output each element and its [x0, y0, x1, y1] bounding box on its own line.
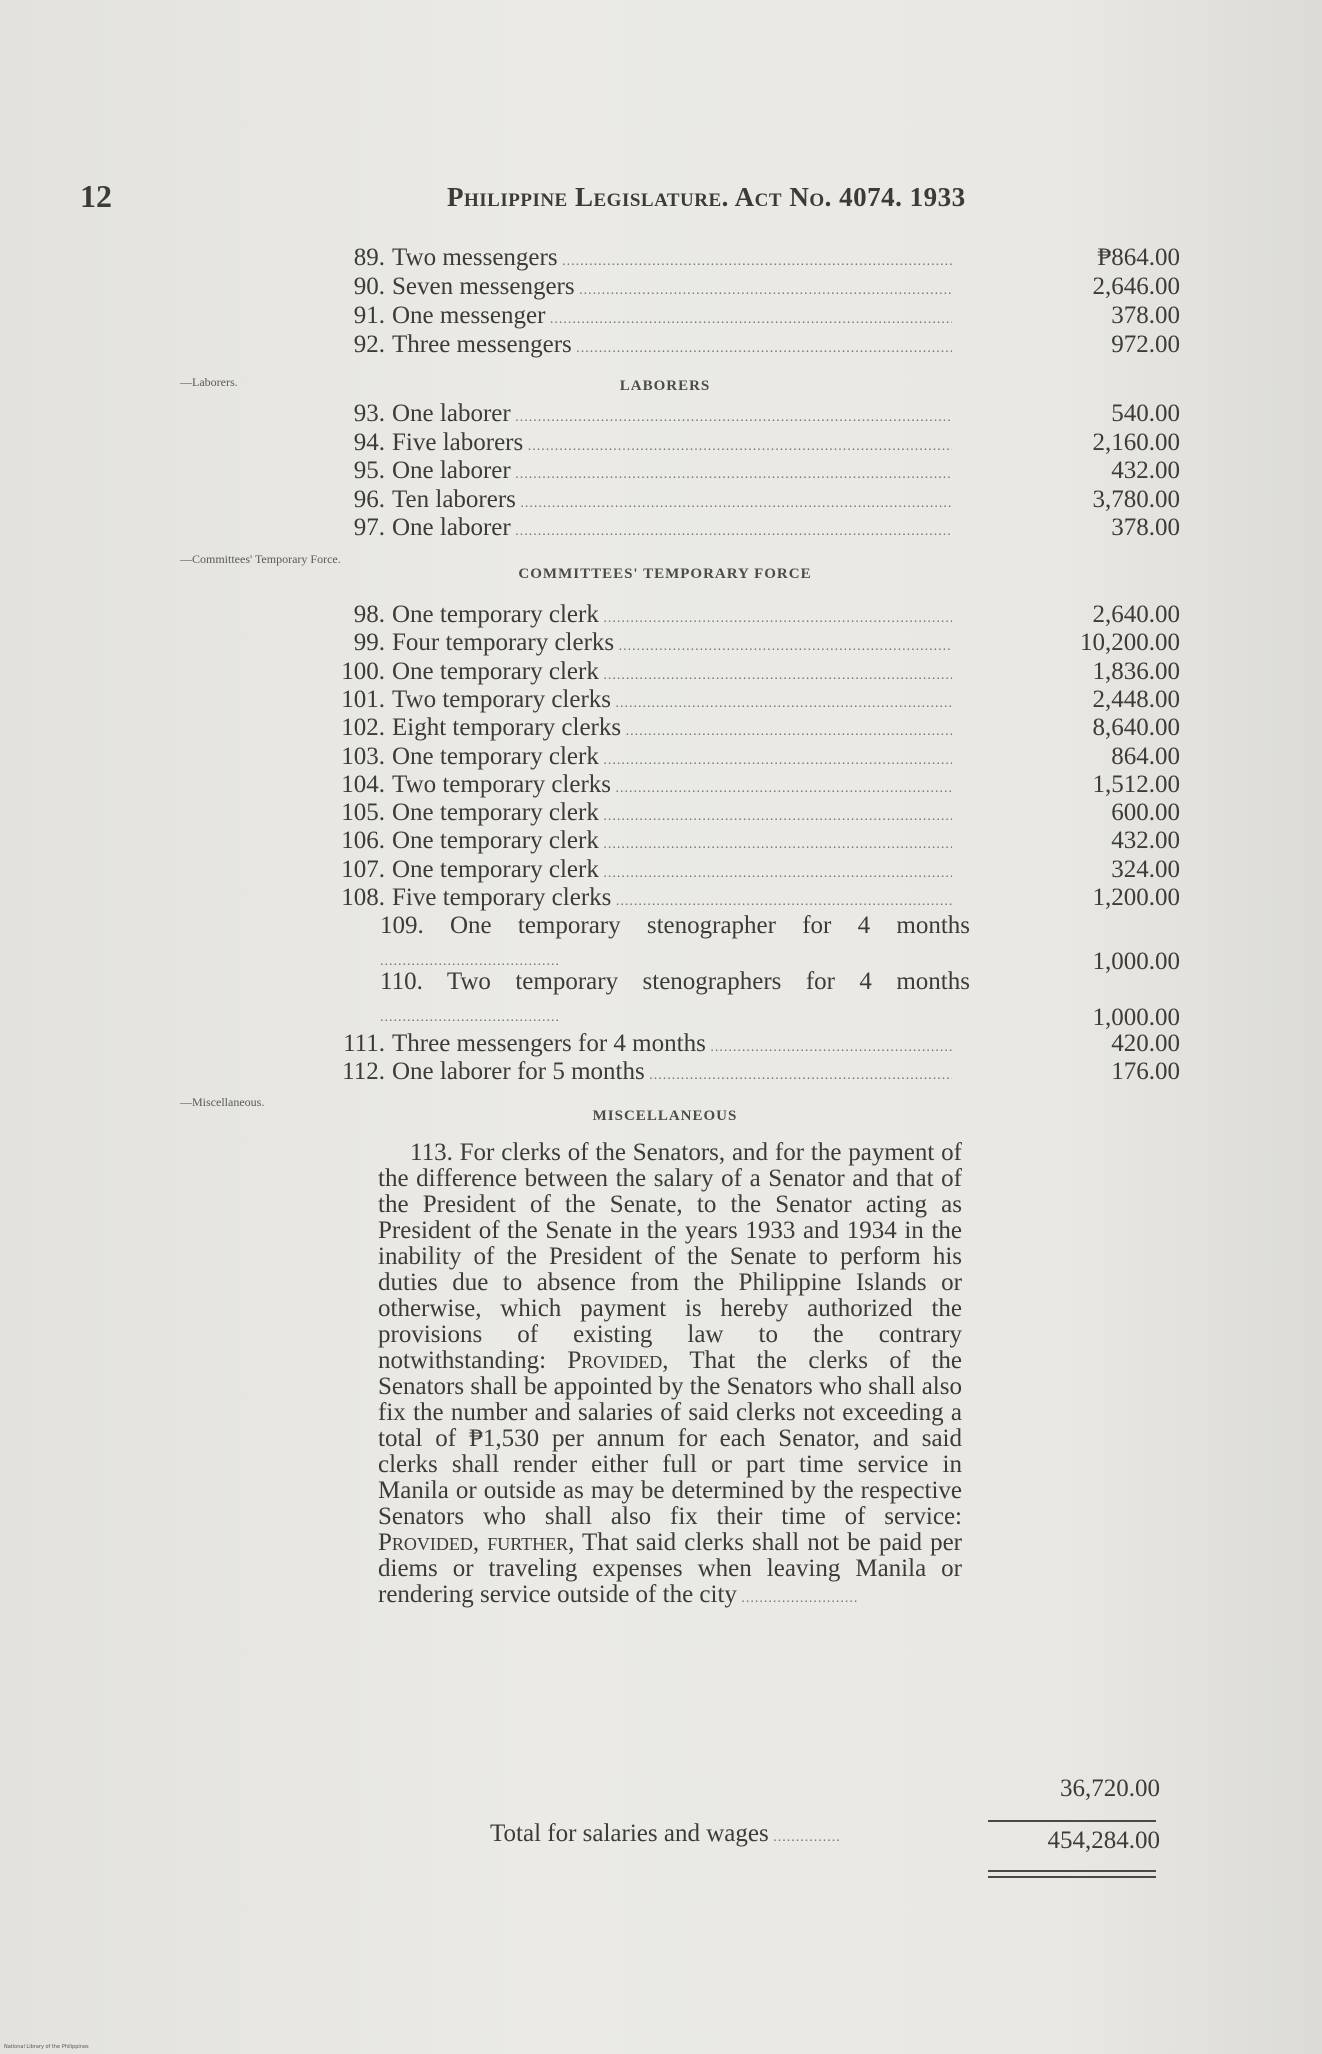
- line-item-number: 95.: [353, 457, 385, 484]
- running-head: Philippine Legislature. Act No. 4074. 1933: [447, 182, 966, 212]
- line-item: [341, 827, 1180, 855]
- line-item-label: Ten laborers .....: [392, 486, 952, 518]
- line-item-number: 111.: [343, 1030, 385, 1057]
- section-heading-laborers: LABORERS: [619, 378, 711, 394]
- line-item-number: 107.: [341, 855, 385, 883]
- total-label-text: Total for salaries and wages: [490, 1820, 769, 1847]
- line-item-label: Three messengers for 4 months .....: [392, 1030, 952, 1062]
- line-item-label: One temporary clerk .....: [392, 743, 952, 775]
- line-item-number: 92.: [353, 331, 385, 358]
- line-item-amount: 1,200.00: [1092, 884, 1180, 911]
- section-heading-misc: MISCELLANEOUS: [592, 1108, 738, 1124]
- line-item-label: One messenger .....: [392, 302, 952, 334]
- line-item-text: 110. Two temporary stenographers for 4 months: [380, 968, 970, 995]
- paragraph-provided-further: Provided, further,: [378, 1529, 575, 1556]
- line-item-label: One temporary clerk .....: [392, 601, 952, 633]
- line-item: [353, 601, 1180, 629]
- line-item: [353, 428, 1180, 457]
- line-item-amount: 600.00: [1111, 799, 1180, 827]
- line-item-label: Four temporary clerks .....: [392, 629, 952, 661]
- line-item-number: 106.: [341, 827, 385, 855]
- line-item-110: [380, 968, 1180, 1032]
- line-item-number: 108.: [341, 884, 385, 911]
- line-item-label: One temporary clerk .....: [392, 658, 952, 690]
- line-item: [341, 799, 1180, 827]
- line-item-amount: 10,200.00: [1080, 629, 1180, 657]
- line-item: [353, 485, 1180, 514]
- line-item: [342, 1058, 1180, 1086]
- line-item-label: One temporary clerk .....: [392, 799, 952, 831]
- line-item-number: 93.: [353, 400, 385, 427]
- margin-note-committees: —Committees' Temporary Force.: [180, 552, 341, 566]
- line-item: [353, 629, 1180, 657]
- paragraph-part: That the clerks of the Senators shall be appointed by the Senators who shall also fix the number and salaries of said clerks not exceeding a total of ₱1,530 per annum for each Senator, and said clerks shall render either full or part time service in Manila or outside as may be determined by the respective Senators who shall also fix their time of service:: [378, 1347, 962, 1530]
- line-item-amount: 864.00: [1111, 742, 1180, 770]
- line-item: [353, 331, 1180, 359]
- line-item: [341, 770, 1180, 799]
- line-item-amount: 2,640.00: [1092, 601, 1180, 628]
- line-item-label: One laborer .....: [392, 514, 952, 546]
- line-item: [341, 657, 1180, 686]
- line-item: [353, 457, 1180, 485]
- line-item-label: Three messengers .....: [392, 331, 952, 363]
- line-item: [353, 273, 1180, 301]
- line-item: [353, 400, 1180, 428]
- total-amount: 454,284.00: [1047, 1827, 1160, 1854]
- misc-amount: 36,720.00: [1060, 1775, 1160, 1802]
- line-item-amount: 432.00: [1111, 827, 1180, 855]
- line-item-amount: 2,160.00: [1092, 428, 1180, 456]
- line-item-label: Eight temporary clerks .....: [392, 714, 952, 746]
- line-item-label: One temporary clerk .....: [392, 827, 952, 859]
- line-item: [353, 244, 1180, 272]
- double-rule-bottom: [988, 1876, 1156, 1878]
- line-item-number: 104.: [341, 770, 385, 798]
- line-item: [343, 1030, 1180, 1058]
- total-label: [490, 1820, 841, 1848]
- line-item-amount: 378.00: [1111, 514, 1180, 541]
- line-item-number: 103.: [341, 742, 385, 770]
- line-item-amount: 176.00: [1111, 1058, 1180, 1085]
- line-item-amount: 2,448.00: [1092, 685, 1180, 713]
- line-item-amount: 1,836.00: [1092, 657, 1180, 685]
- line-item-amount: 972.00: [1111, 331, 1180, 358]
- misc-paragraph: [378, 1140, 962, 1612]
- margin-note-laborers: —Laborers.: [180, 375, 238, 389]
- paragraph-part: 113. For clerks of the Senators, and for the payment of the difference between the salary of a Senator and that of the President of the Senate, to the Senator acting as President of the Senate in the years 1933 and 1934 in the inability of the President of the Senate to perform his duties due to absence from the Philippine Islands or otherwise, which payment is hereby authorized the provisions of existing law to the contrary notwithstanding:: [378, 1139, 962, 1374]
- paragraph-provided: Provided,: [567, 1347, 669, 1374]
- line-item-label: Seven messengers .....: [392, 273, 952, 305]
- line-item-amount: 8,640.00: [1092, 714, 1180, 742]
- line-item: [341, 855, 1180, 884]
- section-heading-committees: COMMITTEES' TEMPORARY FORCE: [518, 566, 812, 582]
- paragraph-part: That said clerks shall not be paid per diems or traveling expenses when leaving Manila or rendering service outside of the city: [378, 1529, 963, 1608]
- line-item-number: 91.: [353, 302, 385, 329]
- line-item-amount: ₱864.00: [1097, 244, 1180, 271]
- line-item-amount: 1,000.00: [1092, 1004, 1180, 1031]
- line-item-109: [380, 912, 1180, 976]
- line-item-label: One laborer .....: [392, 457, 952, 489]
- footer-credit: National Library of the Philippines: [4, 2044, 89, 2050]
- line-item-number: 99.: [353, 629, 385, 657]
- page-header: [80, 178, 1172, 218]
- line-item-label: Two temporary clerks .....: [392, 771, 952, 803]
- double-rule-top: [988, 1870, 1156, 1872]
- line-item-amount: 324.00: [1111, 855, 1180, 883]
- line-item-number: 96.: [353, 485, 385, 513]
- line-item-number: 105.: [341, 799, 385, 827]
- line-item-amount: 1,512.00: [1092, 770, 1180, 798]
- line-item-label: One temporary clerk .....: [392, 856, 952, 888]
- line-item-number: 100.: [341, 657, 385, 685]
- line-item-amount: 1,000.00: [1092, 948, 1180, 975]
- sum-rule: [988, 1820, 1156, 1822]
- line-item-label: One laborer .....: [392, 400, 952, 432]
- line-item: [353, 302, 1180, 330]
- line-item-label: Two temporary clerks .....: [392, 686, 952, 718]
- line-item-amount: 378.00: [1111, 302, 1180, 329]
- line-item-number: 112.: [342, 1058, 385, 1085]
- line-item: [341, 714, 1180, 742]
- line-item: [353, 514, 1180, 542]
- margin-note-misc: —Miscellaneous.: [180, 1095, 265, 1109]
- line-item: [341, 884, 1180, 912]
- line-item: [341, 742, 1180, 771]
- line-item-amount: 420.00: [1111, 1030, 1180, 1057]
- line-item-number: 97.: [353, 514, 385, 541]
- line-item-amount: 3,780.00: [1092, 485, 1180, 513]
- line-item-number: 89.: [353, 244, 385, 271]
- line-item-amount: 2,646.00: [1092, 273, 1180, 300]
- line-item-amount: 540.00: [1111, 400, 1180, 427]
- line-item-number: 94.: [353, 428, 385, 456]
- line-item-number: 98.: [353, 601, 385, 628]
- page-number: 12: [80, 178, 112, 214]
- line-item: [341, 685, 1180, 714]
- line-item-label: One laborer for 5 months .....: [392, 1058, 952, 1090]
- line-item-number: 101.: [341, 685, 385, 713]
- line-item-label: Five laborers .....: [392, 429, 952, 461]
- line-item-label: Five temporary clerks .....: [392, 884, 952, 916]
- line-item-amount: 432.00: [1111, 457, 1180, 484]
- line-item-number: 102.: [341, 714, 385, 742]
- line-item-text: 109. One temporary stenographer for 4 months: [380, 912, 970, 939]
- line-item-label: Two messengers .....: [392, 244, 952, 276]
- line-item-number: 90.: [353, 273, 385, 300]
